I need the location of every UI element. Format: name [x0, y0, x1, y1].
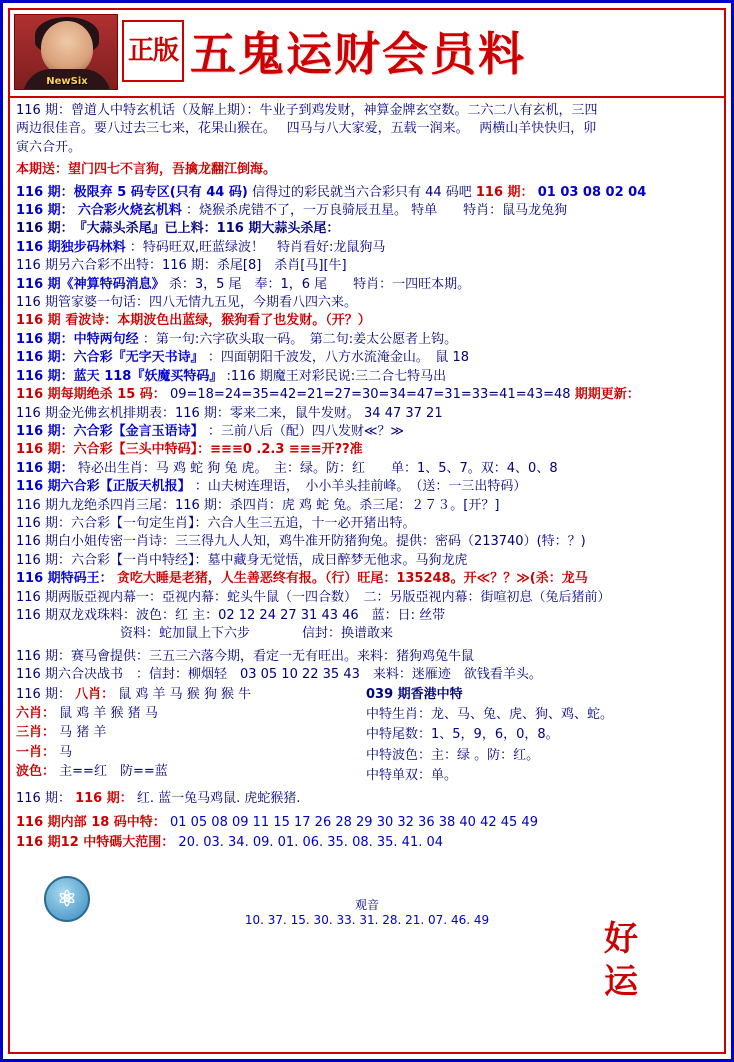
page-title: 五鬼运财会员料 — [190, 27, 526, 81]
text-line — [16, 368, 718, 385]
side-panel — [366, 686, 706, 788]
line-seg: 116 期双龙戏珠料：波色：红 主：02 12 24 27 31 43 46 蓝：日: 丝带 — [16, 607, 446, 623]
watermark-caption: 观音 — [354, 898, 379, 912]
line-seg: 116 期： — [16, 460, 74, 476]
line-seg: 116 期每期绝杀 15 码： — [16, 387, 166, 403]
zodiac-row-label: 一肖： — [16, 744, 56, 760]
side-panel-row: 中特尾数：1、5，9，6，0，8。 — [366, 727, 559, 743]
woman-portrait-icon — [14, 14, 118, 90]
line-seg: 116 期： 『大蒜头杀尾』已上料：116 期大蒜头杀尾： — [16, 221, 340, 237]
line-seg: 116 期白小姐传密一肖诗：三三得九人人知，鸡牛准开防猪狗兔。提供：密码（213740）(特：？) — [16, 534, 586, 550]
side-panel-row: 中特单双：单。 — [366, 768, 458, 784]
text-line — [16, 405, 718, 422]
text-line — [16, 570, 718, 587]
text-line — [16, 257, 718, 274]
zodiac-tail-label: 116 期： — [16, 790, 71, 806]
line-seg: 116 期六合彩【正版天机报】 — [16, 479, 191, 495]
line-seg: 116 期：六合彩【三头中特码】：≡≡≡0 .2.3 ≡≡≡开??准 — [16, 442, 363, 458]
side-panel-row: 中特波色：主：绿 。防：红。 — [366, 747, 540, 763]
line-seg: 116 期： — [16, 203, 74, 219]
zodiac-row — [16, 744, 356, 761]
text-line — [16, 648, 718, 665]
zodiac-lead-label: 116 期： — [16, 686, 71, 702]
internal-numbers-label: 116 期内部 18 码中特： — [16, 815, 166, 831]
line-seg: 116 期： — [475, 184, 534, 200]
line-seg: 特必出生肖：马 鸡 蛇 狗 兔 虎。 主：绿。防：红 单：1、5、7。双：4、0、8 — [77, 460, 558, 476]
zodiac-list — [16, 686, 356, 788]
zodiac-row-label: 波色： — [16, 764, 56, 780]
text-line — [16, 460, 718, 477]
text-line — [16, 497, 718, 514]
text-line — [16, 607, 718, 624]
zodiac-row-items: 马 猪 羊 — [59, 725, 107, 741]
big-range-row — [16, 831, 718, 850]
page-inner-frame — [8, 8, 726, 1054]
line-seg: ：四面朝阳千波发，八方水流淹金山。 鼠 18 — [207, 350, 469, 366]
text-line — [16, 515, 718, 532]
zodiac-lead-row — [16, 686, 356, 703]
line-seg: ：烧猴杀虎错不了，一万良骑辰丑星。 特单 特肖：鼠马龙兔狗 — [185, 203, 568, 219]
second-numbers-value: 10. 37. 15. 30. 33. 31. 28. 21. 07. 46. 49 — [244, 913, 490, 927]
line-seg: 116 期《神算特码消息》 — [16, 276, 165, 292]
official-version-label: 正版 — [127, 36, 178, 66]
line-seg: 01 03 08 02 04 — [537, 184, 647, 200]
text-line — [16, 120, 718, 137]
text-line — [16, 294, 718, 311]
big-range-value: 20. 03. 34. 09. 01. 06. 35. 08. 35. 41. 04 — [178, 835, 444, 851]
official-version-badge — [122, 20, 184, 82]
text-line — [16, 552, 718, 569]
zodiac-lead-items: 鼠 鸡 羊 马 猴 狗 猴 牛 — [118, 686, 252, 702]
zodiac-row — [16, 763, 356, 780]
line-seg: 116 期：六合彩【金言玉语诗】 — [16, 423, 204, 439]
line-seg: ：特码旺双,旺蓝绿波！ 特肖看好:龙鼠狗马 — [129, 239, 386, 255]
line-seg: ：山夫树连理语， 小小羊头挂前峰。 （送：一三出特码） — [194, 479, 527, 495]
text-line — [16, 239, 718, 256]
line-seg: 116 期金光佛玄机排期表：116 期：零来二来，鼠牛发财。 34 47 37 21 — [16, 405, 443, 421]
line-seg: 116 期：六合彩【一肖中特经】：墓中藏身无觉悟，成日醉梦无他求。马狗龙虎 — [16, 552, 468, 568]
line-seg: 116 期另六合彩不出特：116 期：杀尾[8] 杀肖[马][牛] — [16, 258, 347, 274]
line-seg: 116 期：赛马會提供：三五三六落今期，看定一无有旺出。来料：猪狗鸡兔牛鼠 — [16, 648, 474, 664]
highlight-line — [16, 441, 718, 458]
big-range-label: 116 期12 中特碼大范围： — [16, 835, 175, 851]
zodiac-row-label: 六肖： — [16, 706, 56, 721]
line-seg: 两边很佳音。要八过去三七来，花果山猴在。 四马与八大家爱，五载一润来。 两横山羊快快归，卯 — [16, 121, 597, 137]
line-seg: 信得过的彩民就当六合彩只有 44 码吧 — [251, 184, 476, 200]
text-line — [16, 220, 718, 237]
internal-numbers-row — [16, 811, 718, 830]
line-seg: 期期更新： — [574, 387, 640, 403]
text-line — [16, 589, 718, 606]
side-panel-title: 039 期香港中特 — [366, 686, 463, 702]
zodiac-tail-mid: 116 期： — [75, 790, 133, 806]
text-line — [16, 533, 718, 550]
text-line — [16, 478, 718, 495]
text-line — [16, 423, 718, 440]
line-seg: 116 期 看波诗：本期波色出蓝绿，猴狗看了也发财。（开？） — [16, 313, 371, 329]
highlight-line — [16, 312, 718, 329]
text-line — [16, 386, 718, 403]
line-seg: 116 期：中特两句经 — [16, 331, 139, 347]
line-seg: 116 期：曾道人中特玄机话（及解上期）：牛业子到鸡发财，神算金牌玄空数。二六二八有玄机，三四 — [16, 103, 598, 118]
zodiac-row — [16, 705, 356, 722]
zodiac-tail-row — [16, 790, 718, 807]
zodiac-tail-value: 红. 蓝一兔马鸡鼠. 虎蛇猴猪. — [136, 790, 301, 806]
portrait-face — [41, 21, 93, 75]
line-seg: ：三前八后（配）四八发财≪？≫ — [207, 423, 405, 439]
line-seg: 寅六合开。 — [16, 139, 82, 155]
text-line — [16, 102, 718, 119]
line-seg: 贪吃大睡是老猪，人生善恶终有报。（行）旺尾：135248。开≪？？≫(杀：龙马 — [116, 571, 588, 587]
line-seg: 116 期管家婆一句话：四八无情九五见，今期看八四六来。 — [16, 295, 357, 311]
text-line — [16, 139, 718, 156]
line-seg: :116 期魔王对彩民说:三二合七特马出 — [226, 368, 447, 384]
line-seg: 116 期：极限弃 5 码专区(只有 44 码) — [16, 184, 248, 200]
zodiac-row-items: 马 — [59, 744, 73, 760]
zodiac-row-items: 鼠 鸡 羊 猴 猪 马 — [59, 706, 158, 721]
text-line — [16, 625, 718, 642]
text-line — [16, 202, 718, 219]
text-line — [16, 276, 718, 293]
line-seg: 本期送：望门四七不言狗，吾擒龙翻江倒海。 — [16, 162, 277, 178]
highlight-line — [16, 161, 718, 178]
line-seg: 资料：蛇加鼠上下六步 信封：换谱敢来 — [16, 626, 394, 642]
water-drop-glyph: ⚛ — [57, 886, 77, 912]
line-seg: 116 期：六合彩『无字天书诗』 — [16, 350, 204, 366]
line-seg: 09=18=24=35=42=21=27=30=34=47=31=33=41=43=48 — [169, 387, 575, 403]
line-seg: 杀：3，5 尾 奉：1，6 尾 特肖：一四旺本期。 — [168, 276, 471, 292]
page-header — [10, 10, 724, 98]
internal-numbers-value: 01 05 08 09 11 15 17 26 28 29 30 32 36 38 40 42 45 49 — [169, 815, 538, 831]
bottom-numbers — [10, 809, 724, 850]
line-seg: 116 期独步码林料 — [16, 239, 126, 255]
lucky-text: 好 运 — [604, 919, 638, 1002]
zodiac-row-items: 主==红 防==蓝 — [59, 764, 168, 780]
side-panel-row: 中特生肖：龙、马、兔、虎、狗、鸡、蛇。 — [366, 707, 614, 722]
zodiac-row-label: 三肖： — [16, 725, 56, 741]
text-line — [16, 184, 718, 201]
line-seg: 116 期：蓝天 118『妖魔买特码』 — [16, 368, 223, 384]
water-drop-icon — [44, 876, 90, 922]
line-seg: 116 期两版亞视内幕一：亞视内幕：蛇头牛鼠（一四合数） 二：另版亞视内幕：街喧初息（兔后猪前） — [16, 589, 611, 605]
zodiac-and-side-panel — [16, 686, 718, 788]
article-body — [10, 98, 724, 807]
text-line — [16, 666, 718, 683]
portrait-brand-label: NewSix — [46, 76, 88, 87]
line-seg: 116 期：六合彩【一句定生肖】：六合人生三五追，十一必开猪出特。 — [16, 515, 416, 531]
text-line — [16, 349, 718, 366]
line-seg: 116 期六合决战书 ：信封：柳烟轻 03 05 10 22 35 43 来料：迷雁迹 欲钱看羊头。 — [16, 667, 542, 683]
line-seg: 六合彩火烧玄机料 — [77, 203, 182, 219]
line-seg: 116 期九龙绝杀四肖三尾：116 期：杀四肖：虎 鸡 蛇 兔。杀三尾：２７３。[开？] — [16, 497, 500, 513]
line-seg: ：第一句:六字砍头取一码。 第二句:姜太公愿者上钩。 — [142, 331, 458, 347]
text-line — [16, 331, 718, 348]
line-seg: 116 期特码王： — [16, 571, 113, 587]
zodiac-lead-emph: 八肖： — [75, 686, 115, 702]
zodiac-row — [16, 724, 356, 741]
